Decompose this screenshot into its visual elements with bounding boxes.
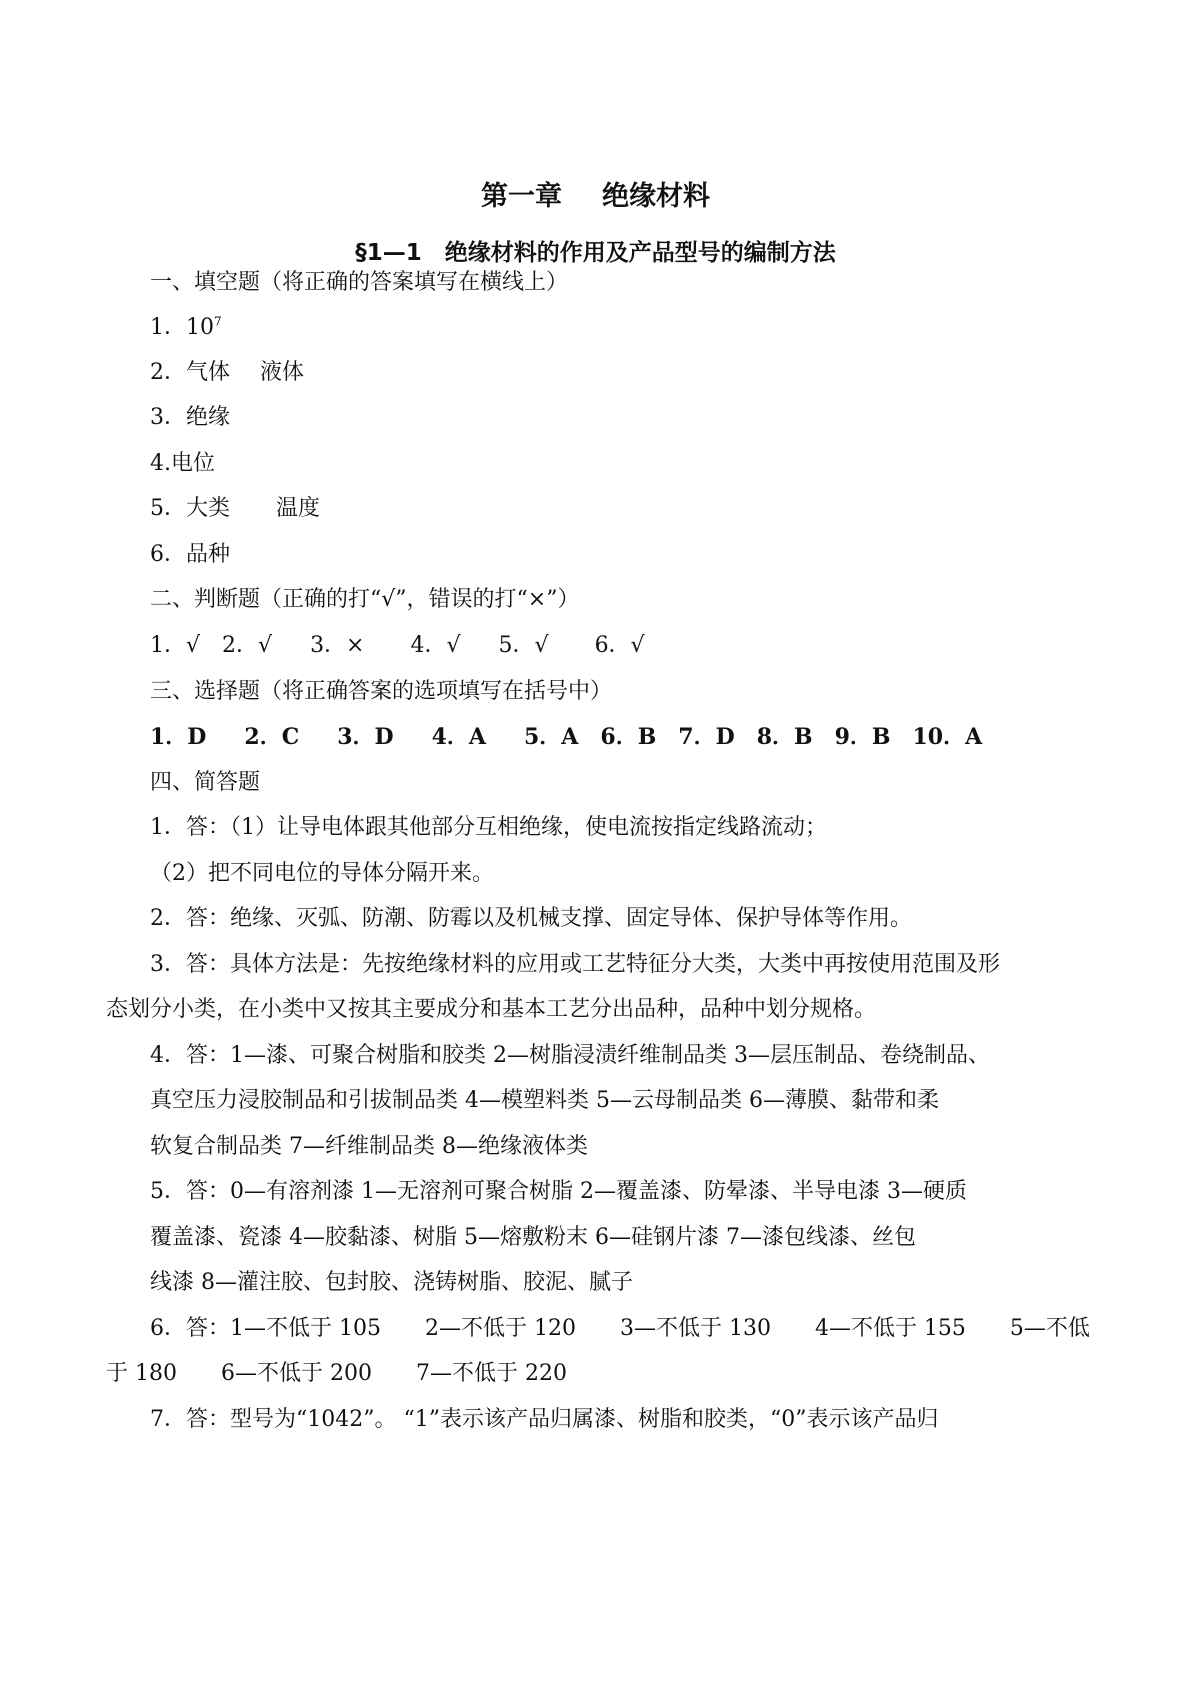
- fill-blank-answer-2: 2．气体 液体: [150, 360, 305, 385]
- judge-answer: 6．√: [594, 633, 645, 658]
- choice-answer: 5．A: [524, 724, 579, 750]
- choice-answer: 1．D: [150, 724, 207, 750]
- section-title: §1—1 绝缘材料的作用及产品型号的编制方法: [355, 240, 836, 266]
- chapter-number: 第一章: [481, 181, 562, 212]
- short-answer-3-line-1: 3．答：具体方法是：先按绝缘材料的应用或工艺特征分大类，大类中再按使用范围及形: [150, 952, 1000, 977]
- chapter-name: 绝缘材料: [602, 181, 710, 212]
- choice-answer: 8．B: [756, 724, 813, 750]
- short-answer-2: 2．答：绝缘、灭弧、防潮、防霉以及机械支撑、固定导体、保护导体等作用。: [150, 906, 912, 931]
- short-answer-1-line-1: 1．答：（1）让导电体跟其他部分互相绝缘，使电流按指定线路流动；: [150, 815, 827, 840]
- judge-answer: 1．√: [150, 633, 201, 658]
- fill-blank-heading: 一、填空题（将正确的答案填写在横线上）: [150, 270, 569, 295]
- fill-blank-answer-1: 1．$10^7$: [150, 314, 222, 340]
- choice-answer: 3．D: [337, 724, 394, 750]
- choice-answers: [150, 722, 982, 752]
- choice-answer: 4．A: [431, 724, 486, 750]
- short-answer-6-line-1: 6．答：1—不低于 105 2—不低于 120 3—不低于 130 4—不低于 155 5—不低: [150, 1316, 1090, 1341]
- short-answer-4-line-1: 4．答：1—漆、可聚合树脂和胶类 2—树脂浸渍纤维制品类 3—层压制品、卷绕制品、: [150, 1043, 990, 1068]
- short-answer-4-line-2: 真空压力浸胶制品和引拔制品类 4—模塑料类 5—云母制品类 6—薄膜、黏带和柔: [150, 1088, 939, 1113]
- judge-answer: 4．√: [410, 633, 461, 658]
- choice-answer: 7．D: [678, 724, 735, 750]
- short-answer-3-line-2: 态划分小类，在小类中又按其主要成分和基本工艺分出品种，品种中划分规格。: [106, 997, 877, 1022]
- choice-heading: 三、选择题（将正确答案的选项填写在括号中）: [150, 679, 613, 704]
- choice-answer: 10．A: [912, 724, 983, 750]
- short-answer-6-line-2: 于 180 6—不低于 200 7—不低于 220: [106, 1361, 567, 1386]
- exponent: 7: [214, 314, 222, 329]
- fill-blank-answer-5: 5．大类 温度: [150, 496, 321, 521]
- fill-blank-answer-6: 6．品种: [150, 542, 230, 567]
- judge-heading: 二、判断题（正确的打“√”，错误的打“×”）: [150, 587, 580, 612]
- short-answer-4-line-3: 软复合制品类 7—纤维制品类 8—绝缘液体类: [150, 1134, 588, 1159]
- judge-answer: 3．×: [310, 633, 365, 658]
- short-answer-7-line-1: 7．答：型号为“1042”。 “1”表示该产品归属漆、树脂和胶类，“0”表示该产品归: [150, 1407, 939, 1432]
- choice-answer: 6．B: [600, 724, 657, 750]
- judge-answers: [150, 631, 645, 661]
- short-answer-1-line-2: （2）把不同电位的导体分隔开来。: [150, 861, 494, 886]
- short-answer-5-line-1: 5．答：0—有溶剂漆 1—无溶剂可聚合树脂 2—覆盖漆、防晕漆、半导电漆 3—硬质: [150, 1179, 967, 1204]
- judge-answer: 5．√: [498, 633, 549, 658]
- short-answer-5-line-3: 线漆 8—灌注胶、包封胶、浇铸树脂、胶泥、腻子: [150, 1270, 633, 1295]
- fill-blank-answer-3: 3．绝缘: [150, 405, 230, 430]
- short-answer-5-line-2: 覆盖漆、瓷漆 4—胶黏漆、树脂 5—熔敷粉末 6—硅钢片漆 7—漆包线漆、丝包: [150, 1225, 916, 1250]
- fill-blank-answer-4: 4.电位: [150, 451, 215, 476]
- short-answer-heading: 四、简答题: [150, 770, 261, 795]
- choice-answer: 2．C: [244, 724, 300, 750]
- choice-answer: 9．B: [834, 724, 891, 750]
- chapter-title: [0, 180, 1191, 214]
- judge-answer: 2．√: [222, 633, 273, 658]
